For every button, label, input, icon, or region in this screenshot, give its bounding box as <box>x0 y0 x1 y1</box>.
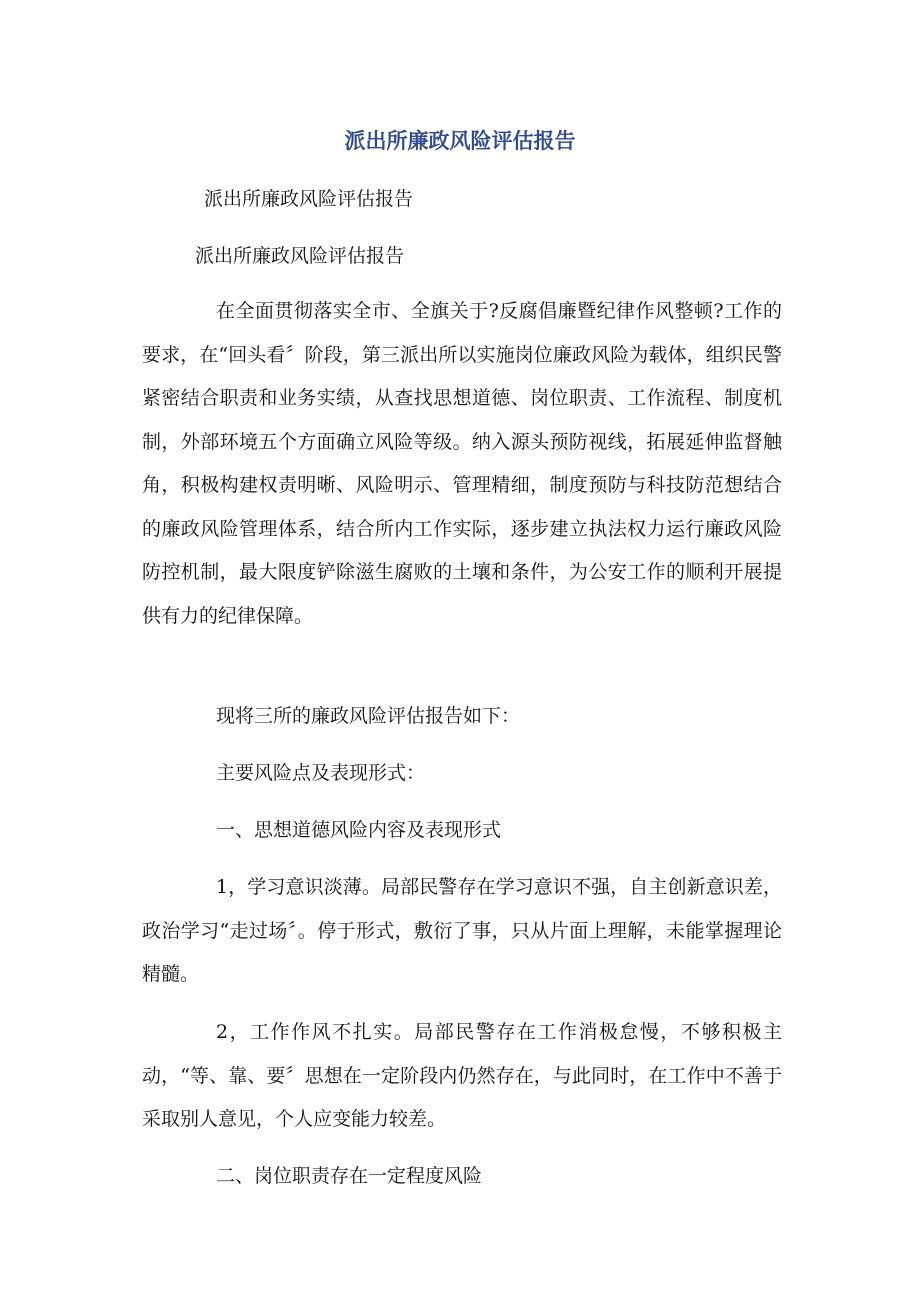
item-1-paragraph: 1，学习意识淡薄。局部民警存在学习意识不强，自主创新意识差，政治学习“走过场〞。停于形式，敷衍了事，只从片面上理解，未能掌握理论精髓。 <box>142 876 782 985</box>
section-heading-post-duty-risk: 二、岗位职责存在一定程度风险 <box>216 1165 483 1187</box>
subtitle-line-1: 派出所廉政风险评估报告 <box>204 188 414 210</box>
section-heading-moral-risk: 一、思想道德风险内容及表现形式 <box>216 819 502 841</box>
intro-paragraph: 在全面贯彻落实全市、全旗关于?反腐倡廉暨纪律作风整顿?工作的要求，在“回头看〞阶段，第三派出所以实施岗位廉政风险为载体，组织民警紧密结合职责和业务实绩，从查找思想道德、岗位职责、工作流程、制度机制，外部环境五个方面确立风险等级。纳入源头预防视线，拓展延伸监督触角，积极构建权责明晰、风险明示、管理精细，制度预防与科技防范想结合的廉政风险管理体系，结合所内工作实际，逐步建立执法权力运行廉政风险防控机制，最大限度铲除滋生腐败的土壤和条件，为公安工作的顺利开展提供有力的纪律保障。 <box>142 300 782 627</box>
document-title: 派出所廉政风险评估报告 <box>344 129 576 153</box>
subtitle-line-2: 派出所廉政风险评估报告 <box>195 245 405 267</box>
report-intro-line: 现将三所的廉政风险评估报告如下： <box>216 705 521 727</box>
item-2-paragraph: 2，工作作风不扎实。局部民警存在工作消极怠慢，不够积极主动，“等、靠、要〞思想在一定阶段内仍然存在，与此同时，在工作中不善于采取别人意见，个人应变能力较差。 <box>142 1021 782 1130</box>
section-heading-main-risks: 主要风险点及表现形式： <box>216 762 426 784</box>
